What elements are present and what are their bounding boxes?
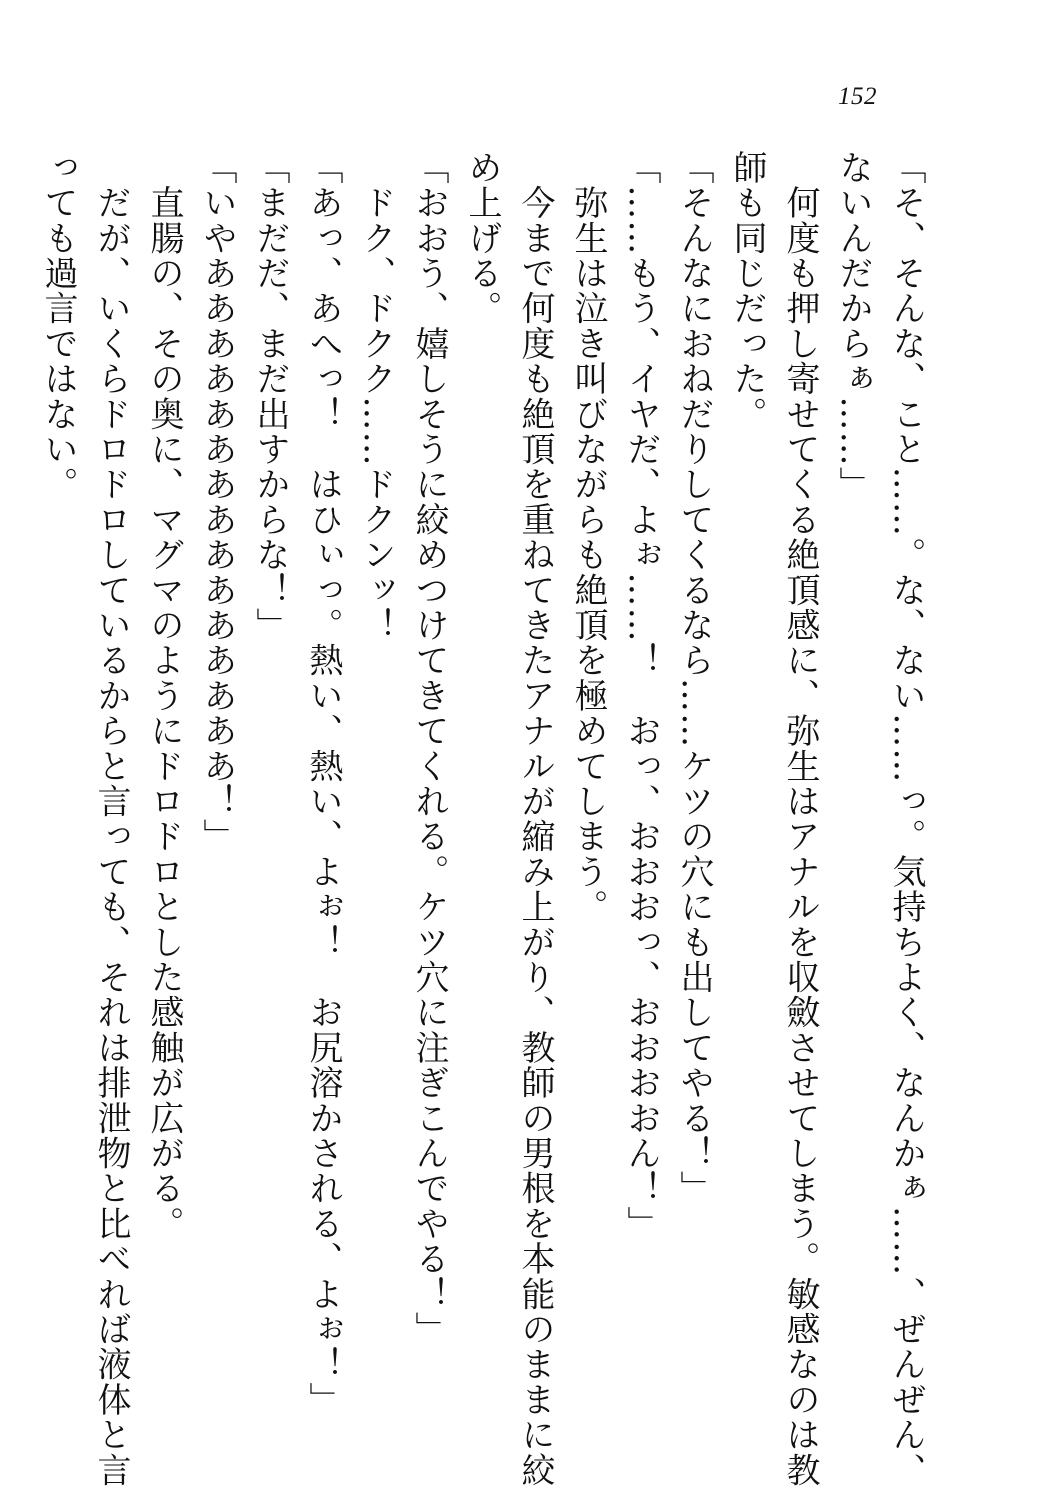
text-line: 何度も押し寄せてくる絶頂感に、弥生はアナルを収斂させてしまう。敏感なのは教 [780, 150, 820, 1488]
text-line: だが、いくらドロドロしているからと言っても、それは排泄物と比べれば液体と言 [91, 150, 131, 1488]
text-line: 師も同じだった。 [727, 150, 767, 432]
text-line: 「おおう、嬉しそうに絞めつけてきてくれる。ケツ穴に注ぎこんでやる！」 [409, 150, 449, 1347]
text-line: っても過言ではない。 [38, 150, 78, 502]
text-line: 弥生は泣き叫びながらも絶頂を極めてしまう。 [568, 150, 608, 925]
text-line: 今まで何度も絶頂を重ねてきたアナルが縮み上がり、教師の男根を本能のままに絞 [515, 150, 555, 1488]
text-line: 「いやあああああああああああああああ！」 [197, 150, 237, 854]
text-line: 「そ、そんな、こと……。な、ない……っ。気持ちよく、なんかぁ……、ぜんぜん、 [886, 150, 926, 1488]
page-number: 152 [838, 83, 877, 110]
text-line: 「まだだ、まだ出すからな！」 [250, 150, 290, 643]
text-line: 「……もう、イヤだ、よぉ……！ おっ、おおおっ、おおおおん！」 [621, 150, 661, 1242]
text-line: 「あっ、あへっ！ はひぃっ。熱い、熱い、よぉ！ お尻溶かされる、よぉ！」 [303, 150, 343, 1418]
text-line: め上げる。 [462, 150, 502, 326]
body-text [31, 150, 932, 1488]
text-line: ドク、ドクク……ドクンッ！ [356, 150, 396, 643]
text-line: 「そんなにおねだりしてくるなら……ケツの穴にも出してやる！」 [674, 150, 714, 1206]
text-line: ないんだからぁ……」 [833, 150, 873, 502]
text-line: 直腸の、その奥に、マグマのようにドロドロとした感触が広がる。 [144, 150, 184, 1242]
